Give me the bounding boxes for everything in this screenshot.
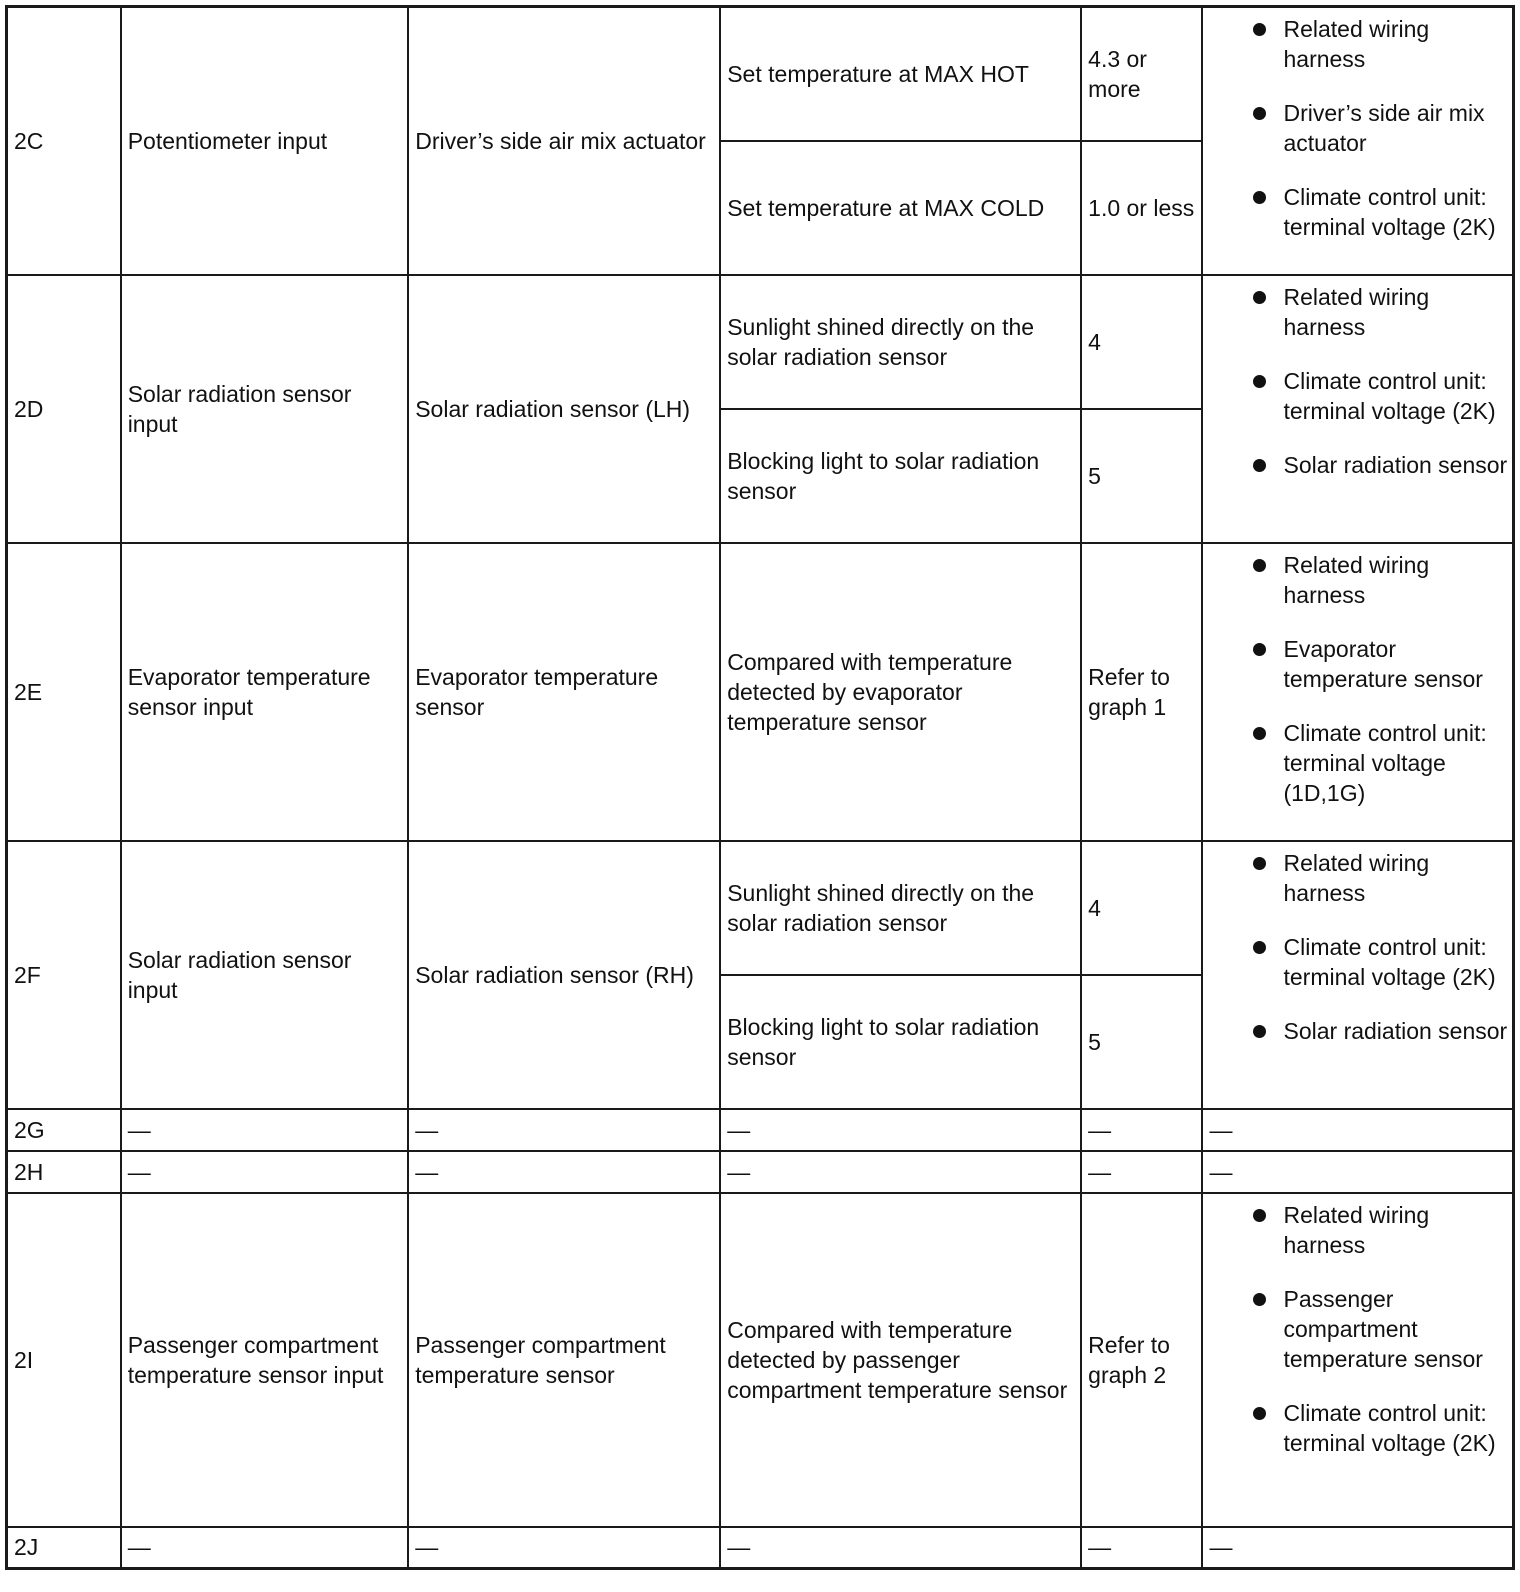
list-item: Related wiring harness (1203, 550, 1508, 610)
empty-cell: — (121, 1109, 409, 1151)
empty-cell: — (1081, 1527, 1202, 1569)
terminal-cell: 2D (7, 275, 121, 543)
voltage-cell: 4.3 or more (1081, 7, 1202, 141)
inspection-cell (1202, 543, 1513, 841)
connected-to-cell: Driver’s side air mix actuator (408, 7, 720, 275)
list-item: Climate control unit: terminal voltage (1D,1G) (1203, 718, 1508, 808)
signal-cell: Potentiometer input (121, 7, 409, 275)
terminal-cell: 2H (7, 1151, 121, 1193)
bullet-icon (1253, 1407, 1266, 1420)
bullet-icon (1253, 857, 1266, 870)
inspection-cell (1202, 1193, 1513, 1527)
empty-cell: — (1081, 1151, 1202, 1193)
signal-cell: Evaporator temperature sensor input (121, 543, 409, 841)
list-item: Passenger compartment temperature sensor (1203, 1284, 1508, 1374)
terminal-cell: 2I (7, 1193, 121, 1527)
bullet-icon (1253, 643, 1266, 656)
condition-cell: Sunlight shined directly on the solar radiation sensor (720, 275, 1081, 409)
terminal-cell: 2E (7, 543, 121, 841)
bullet-icon (1253, 1209, 1266, 1222)
table-row-2C (7, 7, 1514, 141)
empty-cell: — (720, 1151, 1081, 1193)
list-item: Related wiring harness (1203, 282, 1508, 342)
signal-cell: Solar radiation sensor input (121, 275, 409, 543)
list-item: Climate control unit: terminal voltage (2K) (1203, 182, 1508, 242)
bullet-icon (1253, 459, 1266, 472)
list-item: Related wiring harness (1203, 1200, 1508, 1260)
list-item: Evaporator temperature sensor (1203, 634, 1508, 694)
inspection-list (1203, 276, 1512, 480)
inspection-list (1203, 1194, 1512, 1458)
empty-cell: — (408, 1151, 720, 1193)
empty-cell: — (408, 1527, 720, 1569)
bullet-icon (1253, 727, 1266, 740)
empty-cell: — (1202, 1109, 1513, 1151)
terminal-voltage-table-page (5, 5, 1515, 1570)
bullet-icon (1253, 191, 1266, 204)
condition-cell: Set temperature at MAX COLD (720, 141, 1081, 275)
voltage-cell: 1.0 or less (1081, 141, 1202, 275)
voltage-cell: 5 (1081, 409, 1202, 543)
list-item: Climate control unit: terminal voltage (2K) (1203, 1398, 1508, 1458)
list-item: Related wiring harness (1203, 848, 1508, 908)
condition-cell: Sunlight shined directly on the solar radiation sensor (720, 841, 1081, 975)
terminal-voltage-table (5, 5, 1515, 1570)
bullet-icon (1253, 375, 1266, 388)
empty-cell: — (1081, 1109, 1202, 1151)
voltage-cell: Refer to graph 2 (1081, 1193, 1202, 1527)
table-row-2E (7, 543, 1514, 841)
condition-cell: Compared with temperature detected by evaporator temperature sensor (720, 543, 1081, 841)
voltage-cell: 4 (1081, 275, 1202, 409)
inspection-cell (1202, 7, 1513, 275)
empty-cell: — (408, 1109, 720, 1151)
terminal-cell: 2G (7, 1109, 121, 1151)
list-item: Related wiring harness (1203, 14, 1508, 74)
connected-to-cell: Solar radiation sensor (RH) (408, 841, 720, 1109)
empty-cell: — (720, 1527, 1081, 1569)
terminal-cell: 2F (7, 841, 121, 1109)
connected-to-cell: Solar radiation sensor (LH) (408, 275, 720, 543)
bullet-icon (1253, 1293, 1266, 1306)
bullet-icon (1253, 1025, 1266, 1038)
table-row-2D (7, 275, 1514, 409)
empty-cell: — (121, 1151, 409, 1193)
table-row-2G (7, 1109, 1514, 1151)
bullet-icon (1253, 23, 1266, 36)
empty-cell: — (121, 1527, 409, 1569)
table-row-2I (7, 1193, 1514, 1527)
list-item: Climate control unit: terminal voltage (2K) (1203, 932, 1508, 992)
condition-cell: Compared with temperature detected by passenger compartment temperature sensor (720, 1193, 1081, 1527)
voltage-cell: Refer to graph 1 (1081, 543, 1202, 841)
list-item: Climate control unit: terminal voltage (2K) (1203, 366, 1508, 426)
bullet-icon (1253, 291, 1266, 304)
connected-to-cell: Passenger compartment temperature sensor (408, 1193, 720, 1527)
bullet-icon (1253, 107, 1266, 120)
bullet-icon (1253, 941, 1266, 954)
voltage-cell: 5 (1081, 975, 1202, 1109)
voltage-cell: 4 (1081, 841, 1202, 975)
terminal-cell: 2J (7, 1527, 121, 1569)
table-row-2J (7, 1527, 1514, 1569)
inspection-cell (1202, 841, 1513, 1109)
condition-cell: Blocking light to solar radiation sensor (720, 975, 1081, 1109)
table-row-2H (7, 1151, 1514, 1193)
empty-cell: — (1202, 1527, 1513, 1569)
inspection-cell (1202, 275, 1513, 543)
condition-cell: Blocking light to solar radiation sensor (720, 409, 1081, 543)
inspection-list (1203, 842, 1512, 1046)
list-item: Solar radiation sensor (1203, 1016, 1508, 1046)
signal-cell: Passenger compartment temperature sensor input (121, 1193, 409, 1527)
connected-to-cell: Evaporator temperature sensor (408, 543, 720, 841)
inspection-list (1203, 8, 1512, 242)
condition-cell: Set temperature at MAX HOT (720, 7, 1081, 141)
terminal-cell: 2C (7, 7, 121, 275)
bullet-icon (1253, 559, 1266, 572)
list-item: Driver’s side air mix actuator (1203, 98, 1508, 158)
signal-cell: Solar radiation sensor input (121, 841, 409, 1109)
inspection-list (1203, 544, 1512, 808)
list-item: Solar radiation sensor (1203, 450, 1508, 480)
empty-cell: — (1202, 1151, 1513, 1193)
empty-cell: — (720, 1109, 1081, 1151)
table-row-2F (7, 841, 1514, 975)
